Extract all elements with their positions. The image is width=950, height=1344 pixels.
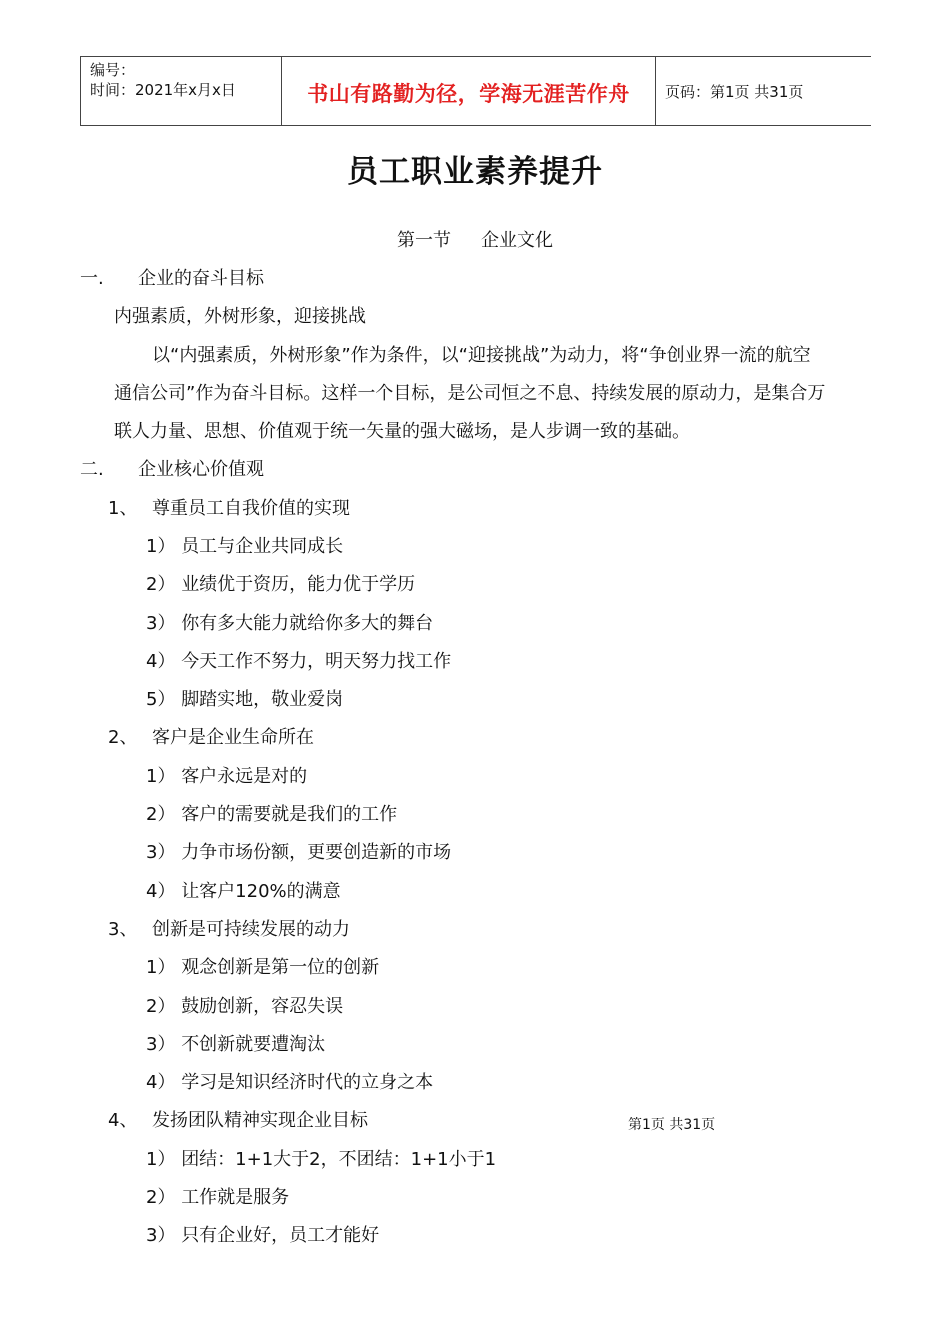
list-item: [146, 609, 433, 635]
list-item-text: 你有多大能力就给你多大的舞台: [181, 613, 434, 634]
header-info-cell: [81, 57, 282, 125]
list-item-text: 学习是知识经济时代的立身之本: [181, 1072, 434, 1093]
list-item-text: 客户永远是对的: [181, 766, 308, 787]
document-title: 员工职业素养提升: [347, 154, 603, 190]
list-item: [146, 800, 397, 826]
list-item-number: 2）: [146, 1187, 176, 1208]
part1-paragraph-line3: 联人力量、思想、价值观于统一矢量的强大磁场，是人步调一致的基础。: [114, 421, 690, 442]
list-item-text: 员工与企业共同成长: [181, 536, 344, 557]
group-number: 4、: [108, 1110, 138, 1131]
part1-number: 一.: [80, 268, 104, 289]
section-heading: [0, 226, 950, 252]
list-item: [146, 647, 451, 673]
list-item-number: 5）: [146, 689, 176, 710]
list-item-text: 只有企业好，员工才能好: [181, 1225, 380, 1246]
part1-paragraph-line1: 以“内强素质，外树形象”作为条件，以“迎接挑战”为动力，将“争创业界一流的航空: [152, 345, 811, 366]
section-name: 企业文化: [481, 230, 553, 251]
list-item-text: 不创新就要遭淘汰: [181, 1034, 326, 1055]
list-item-number: 3）: [146, 1225, 176, 1246]
list-item-text: 团结：1+1大于2，不团结：1+1小于1: [181, 1149, 497, 1170]
list-item-text: 鼓励创新，容忍失误: [181, 996, 344, 1017]
part2-number: 二.: [80, 459, 104, 480]
list-item-number: 1）: [146, 536, 176, 557]
list-item-text: 脚踏实地，敬业爱岗: [181, 689, 344, 710]
section-number: 第一节: [397, 230, 451, 251]
group-number: 3、: [108, 919, 138, 940]
header-motto-cell: [282, 57, 656, 125]
list-item: [146, 953, 379, 979]
list-item-number: 2）: [146, 574, 176, 595]
list-item-number: 1）: [146, 1149, 176, 1170]
list-item-text: 客户的需要就是我们的工作: [181, 804, 398, 825]
list-item: [146, 1183, 289, 1209]
group-title: 创新是可持续发展的动力: [152, 919, 350, 940]
group-title: 客户是企业生命所在: [152, 727, 314, 748]
list-item-number: 3）: [146, 1034, 176, 1055]
list-item-text: 让客户120%的满意: [181, 881, 341, 902]
list-item: [146, 992, 343, 1018]
list-item-text: 工作就是服务: [181, 1187, 290, 1208]
part1-heading: 企业的奋斗目标: [138, 268, 264, 289]
list-item-number: 4）: [146, 1072, 176, 1093]
header-page-cell: [656, 57, 871, 125]
list-item: [146, 685, 343, 711]
list-item-number: 4）: [146, 881, 176, 902]
list-item-number: 2）: [146, 996, 176, 1017]
list-item: [146, 532, 343, 558]
part2-heading: 企业核心价值观: [138, 459, 264, 480]
list-item-number: 1）: [146, 766, 176, 787]
group-number: 2、: [108, 727, 138, 748]
list-item-number: 2）: [146, 804, 176, 825]
list-item: [146, 838, 451, 864]
list-item-text: 力争市场份额，更要创造新的市场: [181, 842, 452, 863]
list-item: [146, 1145, 496, 1171]
list-item-number: 3）: [146, 613, 176, 634]
page-footer-number: 第1页 共31页: [628, 1117, 716, 1133]
list-item: [146, 570, 415, 596]
motto-text: 书山有路勤为径，学海无涯苦作舟: [307, 82, 630, 106]
list-item-text: 观念创新是第一位的创新: [181, 957, 380, 978]
date-label: 时间：2021年x月x日: [90, 81, 236, 99]
list-item: [146, 1221, 379, 1247]
list-item: [146, 1068, 433, 1094]
list-item: [146, 762, 307, 788]
list-item-number: 1）: [146, 957, 176, 978]
serial-number-label: 编号：: [90, 61, 136, 79]
group-title: 尊重员工自我价值的实现: [152, 498, 350, 519]
list-item-number: 4）: [146, 651, 176, 672]
page-code: 页码：第1页 共31页: [665, 83, 804, 101]
list-item-text: 业绩优于资历，能力优于学历: [181, 574, 416, 595]
part1-slogan: 内强素质，外树形象，迎接挑战: [114, 306, 366, 327]
header-table: [80, 56, 871, 126]
list-item-number: 3）: [146, 842, 176, 863]
group-number: 1、: [108, 498, 138, 519]
part1-paragraph-line2: 通信公司”作为奋斗目标。这样一个目标，是公司恒之不息、持续发展的原动力，是集合万: [114, 383, 826, 404]
group-title: 发扬团队精神实现企业目标: [152, 1110, 368, 1131]
list-item: [146, 877, 341, 903]
list-item-text: 今天工作不努力，明天努力找工作: [181, 651, 452, 672]
list-item: [146, 1030, 325, 1056]
